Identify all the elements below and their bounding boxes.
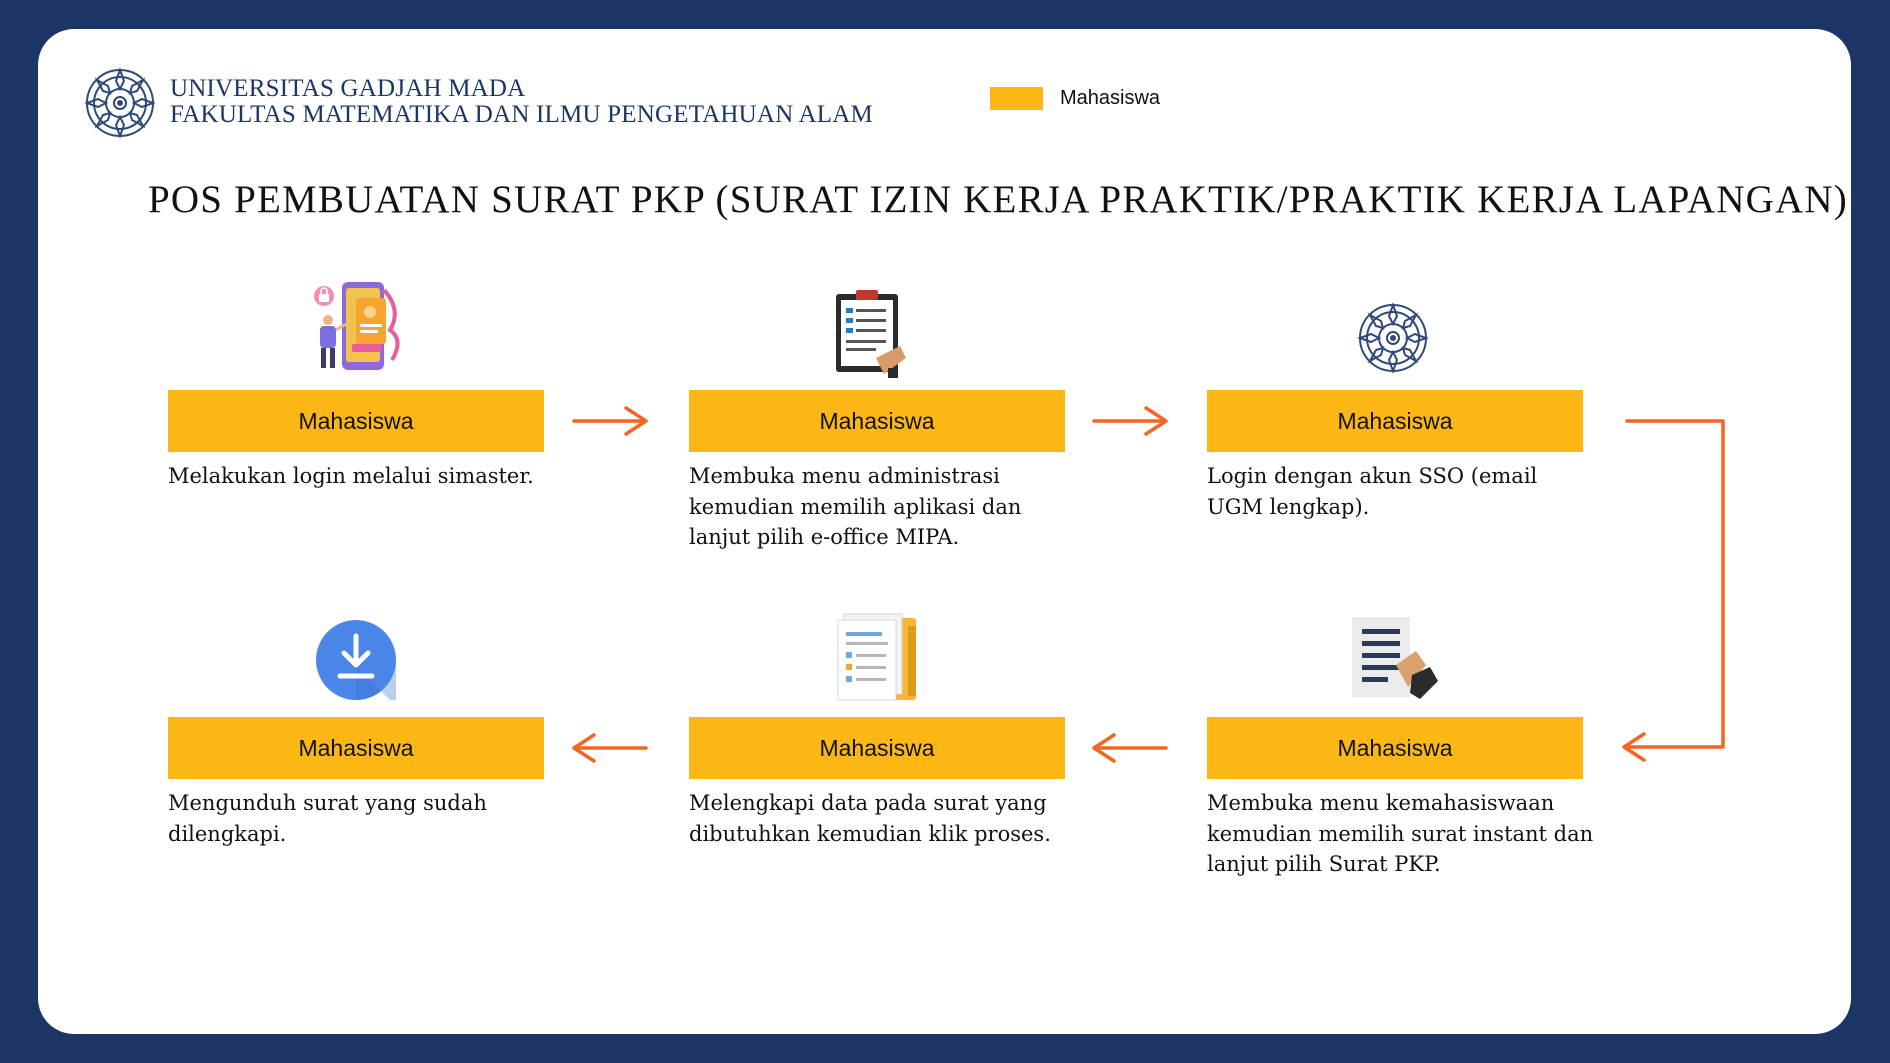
step-4-description: Membuka menu kemahasiswaan kemudian memilih surat instant dan lanjut pilih Surat PKP. bbox=[1207, 791, 1594, 876]
step-4-bar: Mahasiswa bbox=[1207, 717, 1583, 779]
arrow-4-to-5 bbox=[1094, 735, 1166, 761]
arrow-3-to-4 bbox=[1624, 421, 1723, 760]
arrow-5-to-6 bbox=[574, 735, 646, 761]
step-3-description: Login dengan akun SSO (email UGM lengkap). bbox=[1207, 464, 1538, 519]
arrow-1-to-2 bbox=[574, 408, 646, 434]
step-1-description: Melakukan login melalui simaster. bbox=[168, 464, 534, 488]
university-name: UNIVERSITAS GADJAH MADA bbox=[170, 75, 526, 102]
page-title: POS PEMBUATAN SURAT PKP (SURAT IZIN KERJA PRAKTIK/PRAKTIK KERJA LAPANGAN) bbox=[148, 178, 1848, 221]
step-3-bar: Mahasiswa bbox=[1207, 390, 1583, 452]
arrow-2-to-3 bbox=[1094, 408, 1166, 434]
step-2-description: Membuka menu administrasi kemudian memilih aplikasi dan lanjut pilih e-office MIPA. bbox=[689, 464, 1022, 549]
step-5-bar: Mahasiswa bbox=[689, 717, 1065, 779]
legend-label: Mahasiswa bbox=[1060, 87, 1161, 109]
step-2-bar: Mahasiswa bbox=[689, 390, 1065, 452]
step-5-description: Melengkapi data pada surat yang dibutuhkan kemudian klik proses. bbox=[689, 791, 1051, 846]
step-6-bar: Mahasiswa bbox=[168, 717, 544, 779]
faculty-name: FAKULTAS MATEMATIKA DAN ILMU PENGETAHUAN ALAM bbox=[170, 101, 873, 128]
step-6-description: Mengunduh surat yang sudah dilengkapi. bbox=[168, 791, 487, 846]
step-1-bar: Mahasiswa bbox=[168, 390, 544, 452]
